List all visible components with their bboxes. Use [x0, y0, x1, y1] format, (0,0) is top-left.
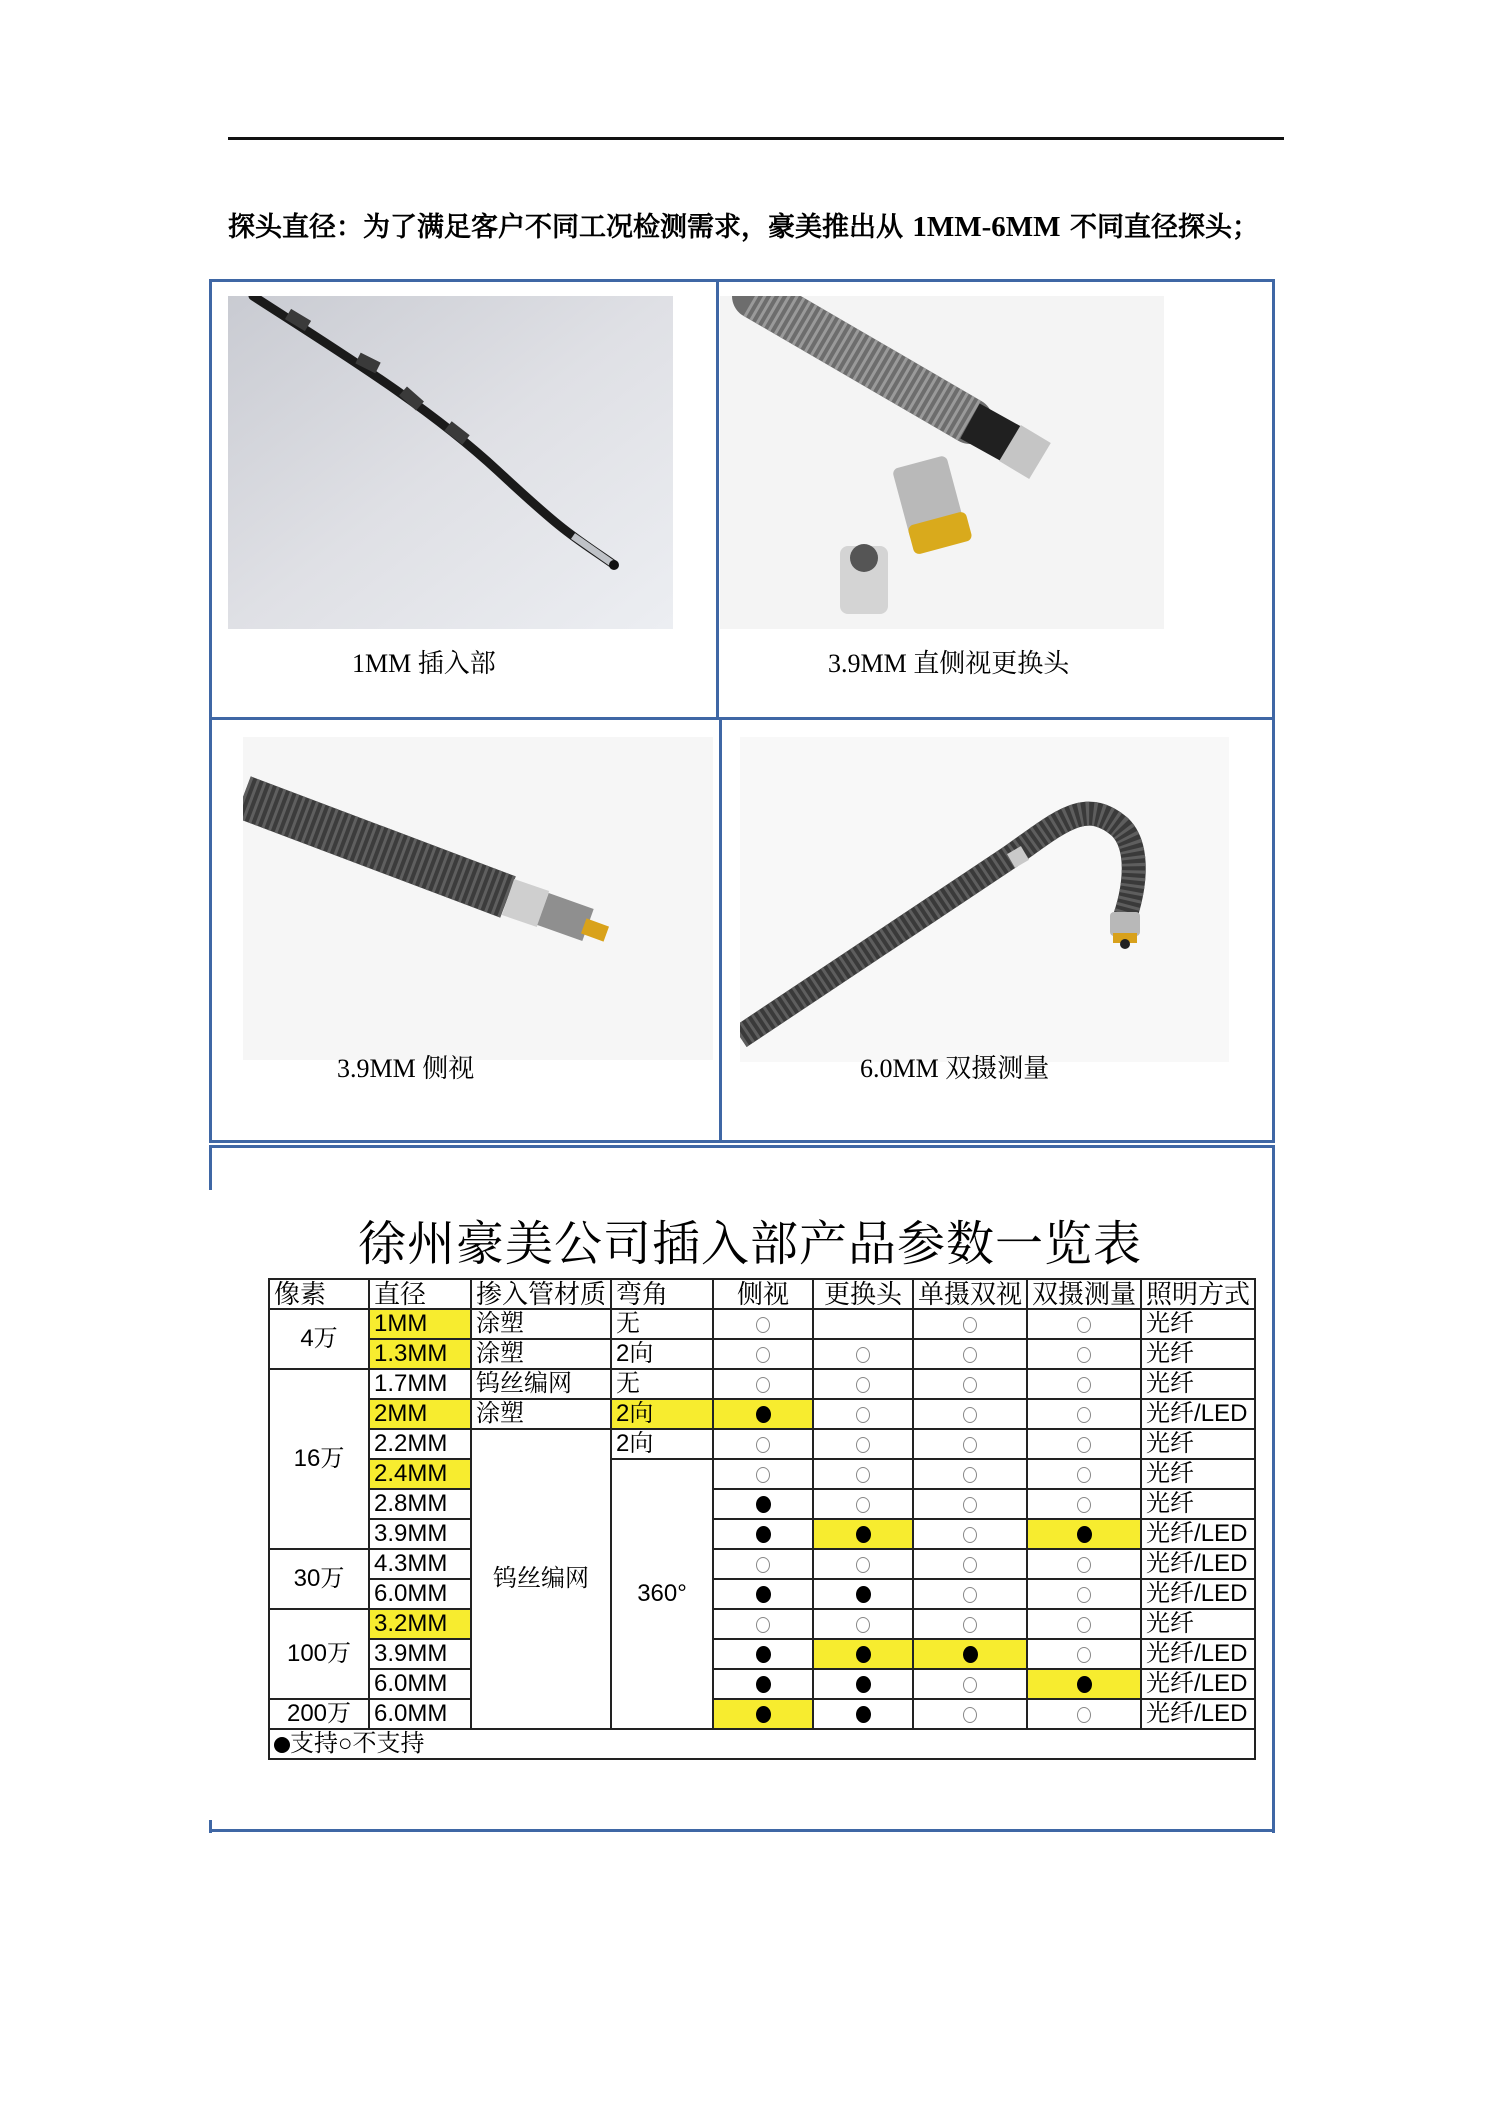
photo-6-0mm-dual-camera [740, 737, 1229, 1062]
dual-measure-cell [1027, 1339, 1141, 1369]
angle-cell: 2向 [611, 1339, 713, 1369]
single-dual-cell [913, 1309, 1027, 1339]
lighting-cell: 光纤/LED [1141, 1519, 1255, 1549]
dual-measure-cell [1027, 1459, 1141, 1489]
diameter-cell: 6.0MM [369, 1699, 471, 1729]
side-view-cell [713, 1309, 813, 1339]
interchangeable-cell [813, 1669, 913, 1699]
angle-cell: 2向 [611, 1429, 713, 1459]
interchangeable-cell [813, 1549, 913, 1579]
grid-divider [716, 280, 719, 720]
diameter-cell: 6.0MM [369, 1579, 471, 1609]
side-view-cell [713, 1579, 813, 1609]
side-view-cell [713, 1399, 813, 1429]
single-dual-cell [913, 1399, 1027, 1429]
interchangeable-cell [813, 1429, 913, 1459]
dual-measure-cell [1027, 1669, 1141, 1699]
header-cell: 双摄测量 [1027, 1279, 1141, 1309]
intro-text: 探头直径：为了满足客户不同工况检测需求，豪美推出从 1MM-6MM 不同直径探头； [228, 211, 1259, 243]
interchangeable-cell [813, 1699, 913, 1729]
side-view-cell [713, 1339, 813, 1369]
single-dual-cell [913, 1699, 1027, 1729]
table-title: 徐州豪美公司插入部产品参数一览表 [357, 1216, 1142, 1272]
diameter-cell: 2.4MM [369, 1459, 471, 1489]
single-dual-cell [913, 1339, 1027, 1369]
lighting-cell: 光纤 [1141, 1489, 1255, 1519]
table-row [269, 1579, 1255, 1609]
lighting-cell: 光纤/LED [1141, 1669, 1255, 1699]
interchangeable-cell [813, 1579, 913, 1609]
table-header-row [269, 1279, 1255, 1309]
dual-measure-cell [1027, 1489, 1141, 1519]
dual-measure-cell [1027, 1309, 1141, 1339]
header-cell: 单摄双视 [913, 1279, 1027, 1309]
single-dual-cell [913, 1369, 1027, 1399]
caption-3-9mm-side-view: 3.9MM 侧视 [337, 1054, 475, 1083]
table-row [269, 1339, 1255, 1369]
material-cell: 涂塑 [471, 1399, 611, 1429]
angle-cell: 无 [611, 1369, 713, 1399]
material-cell: 钨丝编网 [471, 1369, 611, 1399]
single-dual-cell [913, 1639, 1027, 1669]
table-frame-bottom [209, 1829, 1275, 1832]
lighting-cell: 光纤 [1141, 1339, 1255, 1369]
table-row [269, 1459, 1255, 1489]
interchangeable-cell [813, 1309, 913, 1339]
table-row [269, 1519, 1255, 1549]
caption-3-9mm-interchangeable: 3.9MM 直侧视更换头 [828, 649, 1070, 678]
grid-divider [210, 717, 1274, 720]
side-view-cell [713, 1669, 813, 1699]
dual-measure-cell [1027, 1579, 1141, 1609]
lighting-cell: 光纤 [1141, 1369, 1255, 1399]
table-row [269, 1549, 1255, 1579]
diameter-cell: 1.3MM [369, 1339, 471, 1369]
single-dual-cell [913, 1579, 1027, 1609]
diameter-cell: 1.7MM [369, 1369, 471, 1399]
lighting-cell: 光纤/LED [1141, 1639, 1255, 1669]
lighting-cell: 光纤 [1141, 1309, 1255, 1339]
side-view-cell [713, 1549, 813, 1579]
pixel-group: 200万 [269, 1699, 369, 1729]
diameter-cell: 2MM [369, 1399, 471, 1429]
diameter-cell: 2.2MM [369, 1429, 471, 1459]
dual-measure-cell [1027, 1519, 1141, 1549]
diameter-cell: 2.8MM [369, 1489, 471, 1519]
table-row [269, 1369, 1255, 1399]
photo-3-9mm-side-view [243, 737, 713, 1060]
lighting-cell: 光纤 [1141, 1429, 1255, 1459]
single-dual-cell [913, 1459, 1027, 1489]
single-dual-cell [913, 1549, 1027, 1579]
table-row [269, 1609, 1255, 1639]
material-merged-cell: 钨丝编网 [471, 1429, 611, 1729]
header-cell: 照明方式 [1141, 1279, 1255, 1309]
angle-cell: 2向 [611, 1399, 713, 1429]
single-dual-cell [913, 1669, 1027, 1699]
interchangeable-cell [813, 1399, 913, 1429]
table-row [269, 1669, 1255, 1699]
pixel-group: 30万 [269, 1549, 369, 1609]
table-row [269, 1309, 1255, 1339]
lighting-cell: 光纤 [1141, 1459, 1255, 1489]
header-cell: 弯角 [611, 1279, 713, 1309]
diameter-cell: 1MM [369, 1309, 471, 1339]
header-cell: 更换头 [813, 1279, 913, 1309]
pixel-group: 100万 [269, 1609, 369, 1699]
side-view-cell [713, 1609, 813, 1639]
dual-measure-cell [1027, 1549, 1141, 1579]
dual-measure-cell [1027, 1699, 1141, 1729]
interchangeable-cell [813, 1639, 913, 1669]
legend-cell: 支持○不支持 [269, 1729, 1255, 1759]
material-cell: 涂塑 [471, 1309, 611, 1339]
single-dual-cell [913, 1489, 1027, 1519]
header-cell: 直径 [369, 1279, 471, 1309]
header-cell: 掺入管材质 [471, 1279, 611, 1309]
caption-1mm: 1MM 插入部 [352, 649, 496, 678]
interchangeable-cell [813, 1489, 913, 1519]
lighting-cell: 光纤/LED [1141, 1699, 1255, 1729]
side-view-cell [713, 1429, 813, 1459]
angle-merged-cell: 360° [611, 1459, 713, 1729]
header-cell: 像素 [269, 1279, 369, 1309]
grid-divider [719, 718, 722, 1142]
interchangeable-cell [813, 1609, 913, 1639]
spec-table [268, 1278, 1256, 1760]
single-dual-cell [913, 1429, 1027, 1459]
lighting-cell: 光纤 [1141, 1609, 1255, 1639]
table-row [269, 1399, 1255, 1429]
caption-6-0mm-dual-camera: 6.0MM 双摄测量 [860, 1054, 1050, 1083]
supported-dot-icon [274, 1737, 290, 1753]
photo-1mm-probe [228, 296, 673, 629]
table-row [269, 1699, 1255, 1729]
dual-measure-cell [1027, 1609, 1141, 1639]
interchangeable-cell [813, 1519, 913, 1549]
single-dual-cell [913, 1519, 1027, 1549]
side-view-cell [713, 1459, 813, 1489]
table-row [269, 1639, 1255, 1669]
diameter-cell: 6.0MM [369, 1669, 471, 1699]
diameter-cell: 4.3MM [369, 1549, 471, 1579]
legend-row [269, 1729, 1255, 1759]
header-cell: 侧视 [713, 1279, 813, 1309]
side-view-cell [713, 1489, 813, 1519]
diameter-cell: 3.9MM [369, 1639, 471, 1669]
photo-3-9mm-interchangeable [720, 296, 1164, 629]
pixel-group: 4万 [269, 1309, 369, 1369]
lighting-cell: 光纤/LED [1141, 1399, 1255, 1429]
side-view-cell [713, 1369, 813, 1399]
dual-measure-cell [1027, 1429, 1141, 1459]
single-dual-cell [913, 1609, 1027, 1639]
diameter-cell: 3.2MM [369, 1609, 471, 1639]
material-cell: 涂塑 [471, 1339, 611, 1369]
lighting-cell: 光纤/LED [1141, 1549, 1255, 1579]
top-rule [228, 137, 1284, 140]
side-view-cell [713, 1699, 813, 1729]
interchangeable-cell [813, 1369, 913, 1399]
interchangeable-cell [813, 1339, 913, 1369]
dual-measure-cell [1027, 1639, 1141, 1669]
interchangeable-cell [813, 1459, 913, 1489]
pixel-group: 16万 [269, 1369, 369, 1549]
table-row [269, 1489, 1255, 1519]
angle-cell: 无 [611, 1309, 713, 1339]
diameter-cell: 3.9MM [369, 1519, 471, 1549]
table-row [269, 1429, 1255, 1459]
dual-measure-cell [1027, 1369, 1141, 1399]
dual-measure-cell [1027, 1399, 1141, 1429]
side-view-cell [713, 1639, 813, 1669]
side-view-cell [713, 1519, 813, 1549]
lighting-cell: 光纤/LED [1141, 1579, 1255, 1609]
